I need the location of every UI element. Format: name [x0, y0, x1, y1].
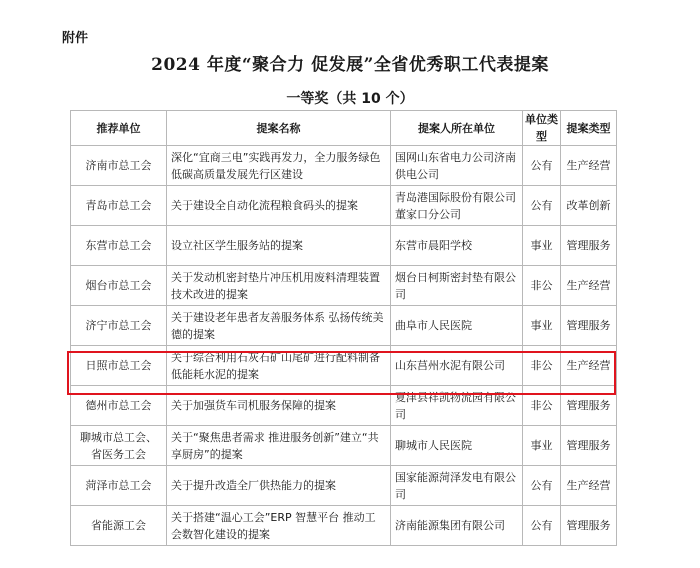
cell-proposal-name: 关于“聚焦患者需求 推进服务创新”建立“共享厨房”的提案 [167, 426, 391, 466]
cell-unit: 济南市总工会 [71, 146, 167, 186]
cell-proposal-name: 关于提升改造全厂供热能力的提案 [167, 466, 391, 506]
page-title: 2024 年度“聚合力 促发展”全省优秀职工代表提案 [151, 55, 549, 75]
cell-type: 公有 [523, 466, 561, 506]
cell-type: 非公 [523, 346, 561, 386]
cell-proposal-name: 关于建设全自动化流程粮食码头的提案 [167, 186, 391, 226]
cell-unit: 聊城市总工会、省医务工会 [71, 426, 167, 466]
cell-category: 管理服务 [561, 426, 617, 466]
cell-proposal-name: 关于搭建“温心工会”ERP 智慧平台 推动工会数智化建设的提案 [167, 506, 391, 546]
cell-category: 管理服务 [561, 226, 617, 266]
column-header-org: 提案人所在单位 [391, 111, 523, 146]
cell-unit: 东营市总工会 [71, 226, 167, 266]
table-row [71, 226, 617, 266]
cell-proposal-name: 深化“宜商三电”实践再发力，全力服务绿色低碳高质量发展先行区建设 [167, 146, 391, 186]
cell-proposal-name: 关于发动机密封垫片冲压机用废料清理装置技术改进的提案 [167, 266, 391, 306]
cell-category: 管理服务 [561, 506, 617, 546]
cell-proposal-name: 设立社区学生服务站的提案 [167, 226, 391, 266]
column-header-name: 提案名称 [167, 111, 391, 146]
table-header-row [71, 111, 617, 146]
column-header-category: 提案类型 [561, 111, 617, 146]
cell-type: 事业 [523, 226, 561, 266]
cell-unit: 省能源工会 [71, 506, 167, 546]
table-row [71, 506, 617, 546]
cell-unit: 德州市总工会 [71, 386, 167, 426]
cell-category: 生产经营 [561, 266, 617, 306]
cell-type: 公有 [523, 146, 561, 186]
cell-org: 国家能源菏泽发电有限公司 [391, 466, 523, 506]
attachment-label: 附件 [62, 31, 89, 46]
table-row [71, 466, 617, 506]
cell-unit: 济宁市总工会 [71, 306, 167, 346]
cell-category: 管理服务 [561, 386, 617, 426]
table-row [71, 266, 617, 306]
cell-type: 事业 [523, 306, 561, 346]
column-header-type: 单位类型 [523, 111, 561, 146]
table-row [71, 426, 617, 466]
cell-type: 公有 [523, 506, 561, 546]
cell-org: 山东莒州水泥有限公司 [391, 346, 523, 386]
table-row-highlighted [71, 346, 617, 386]
cell-category: 生产经营 [561, 466, 617, 506]
award-subtitle: 一等奖（共 10 个） [286, 91, 414, 107]
table-row [71, 306, 617, 346]
table-row [71, 146, 617, 186]
cell-category: 管理服务 [561, 306, 617, 346]
table-row [71, 186, 617, 226]
cell-proposal-name: 关于综合利用石灰石矿山尾矿进行配料制备低能耗水泥的提案 [167, 346, 391, 386]
cell-org: 国网山东省电力公司济南供电公司 [391, 146, 523, 186]
cell-unit: 菏泽市总工会 [71, 466, 167, 506]
cell-type: 公有 [523, 186, 561, 226]
column-header-unit: 推荐单位 [71, 111, 167, 146]
cell-type: 非公 [523, 386, 561, 426]
cell-type: 事业 [523, 426, 561, 466]
cell-category: 生产经营 [561, 146, 617, 186]
cell-unit: 日照市总工会 [71, 346, 167, 386]
cell-proposal-name: 关于建设老年患者友善服务体系 弘扬传统美德的提案 [167, 306, 391, 346]
cell-org: 烟台日柯斯密封垫有限公司 [391, 266, 523, 306]
table-row [71, 386, 617, 426]
cell-org: 青岛港国际股份有限公司董家口分公司 [391, 186, 523, 226]
cell-unit: 青岛市总工会 [71, 186, 167, 226]
cell-org: 东营市晨阳学校 [391, 226, 523, 266]
cell-org: 夏津县祥凯物流园有限公司 [391, 386, 523, 426]
cell-org: 聊城市人民医院 [391, 426, 523, 466]
cell-proposal-name: 关于加强货车司机服务保障的提案 [167, 386, 391, 426]
cell-type: 非公 [523, 266, 561, 306]
cell-org: 济南能源集团有限公司 [391, 506, 523, 546]
cell-category: 生产经营 [561, 346, 617, 386]
cell-org: 曲阜市人民医院 [391, 306, 523, 346]
cell-unit: 烟台市总工会 [71, 266, 167, 306]
award-table [70, 110, 617, 546]
cell-category: 改革创新 [561, 186, 617, 226]
